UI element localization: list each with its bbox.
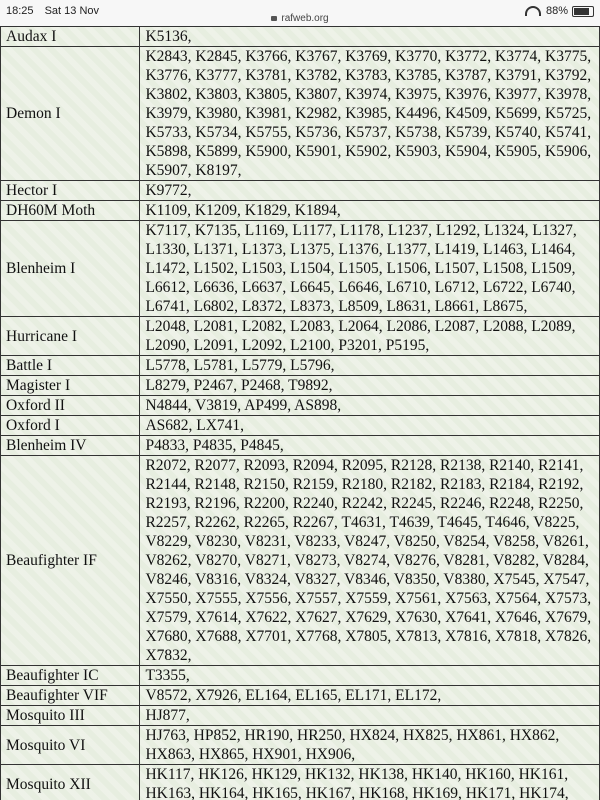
table-row [1, 726, 600, 765]
aircraft-type-cell: Mosquito III [1, 706, 140, 726]
serials-cell: T3355, [140, 666, 600, 686]
page-content[interactable] [0, 26, 600, 800]
table-row [1, 181, 600, 201]
serials-table [0, 26, 600, 800]
aircraft-type-cell: Magister I [1, 376, 140, 396]
aircraft-type-cell: Blenheim IV [1, 436, 140, 456]
table-row [1, 201, 600, 221]
address-bar[interactable] [0, 13, 600, 24]
aircraft-type-cell: Beaufighter IF [1, 456, 140, 666]
url-text: rafweb.org [281, 13, 329, 24]
serials-cell: K5136, [140, 27, 600, 47]
table-row [1, 416, 600, 436]
aircraft-type-cell: Mosquito XII [1, 765, 140, 800]
battery-icon [572, 6, 594, 17]
table-row [1, 706, 600, 726]
battery-fill [574, 8, 589, 15]
status-bar [0, 0, 600, 26]
battery-percent: 88% [545, 5, 568, 17]
serials-cell: K2843, K2845, K3766, K3767, K3769, K3770, K3772, K3774, K3775, K3776, K3777, K3781, K3782, K3783, K3785, K3787, K3791, K3792, K3802, K3803, K3805, K3807, K3974, K3975, K3976, K3977, K3978, K3979, K3980, K3981, K2982, K3985, K4496, K4509, K5699, K5725, K5733, K5734, K5755, K5736, K5737, K5738, K5739, K5740, K5741, K5898, K5899, K5900, K5901, K5902, K5903, K5904, K5905, K5906, K5907, K8197, [140, 47, 600, 181]
aircraft-type-cell: DH60M Moth [1, 201, 140, 221]
aircraft-type-cell: Beaufighter IC [1, 666, 140, 686]
aircraft-type-cell: Blenheim I [1, 221, 140, 317]
aircraft-type-cell: Demon I [1, 47, 140, 181]
serials-cell: L8279, P2467, P2468, T9892, [140, 376, 600, 396]
serials-cell: K1109, K1209, K1829, K1894, [140, 201, 600, 221]
serials-cell: L2048, L2081, L2082, L2083, L2064, L2086, L2087, L2088, L2089, L2090, L2091, L2092, L2100, P3201, P5195, [140, 317, 600, 356]
aircraft-type-cell: Beaufighter VIF [1, 686, 140, 706]
table-row [1, 356, 600, 376]
status-time: 18:25 [6, 5, 34, 17]
serials-cell: K7117, K7135, L1169, L1177, L1178, L1237, L1292, L1324, L1327, L1330, L1371, L1373, L1375, L1376, L1377, L1419, L1463, L1464, L1472, L1502, L1503, L1504, L1505, L1506, L1507, L1508, L1509, L6612, L6636, L6637, L6645, L6646, L6710, L6712, L6722, L6740, L6741, L6802, L8372, L8373, L8509, L8631, L8661, L8675, [140, 221, 600, 317]
serials-cell: HK117, HK126, HK129, HK132, HK138, HK140, HK160, HK161, HK163, HK164, HK165, HK167, HK168, HK169, HK171, HK174, [140, 765, 600, 800]
table-row [1, 456, 600, 666]
table-row [1, 317, 600, 356]
table-row [1, 765, 600, 800]
table-row [1, 436, 600, 456]
status-indicators [525, 5, 594, 17]
table-row [1, 686, 600, 706]
serials-cell: HJ877, [140, 706, 600, 726]
aircraft-type-cell: Hurricane I [1, 317, 140, 356]
table-row [1, 27, 600, 47]
table-row [1, 47, 600, 181]
serials-cell: L5778, L5781, L5779, L5796, [140, 356, 600, 376]
aircraft-type-cell: Audax I [1, 27, 140, 47]
serials-cell: V8572, X7926, EL164, EL165, EL171, EL172, [140, 686, 600, 706]
aircraft-type-cell: Oxford I [1, 416, 140, 436]
table-row [1, 221, 600, 317]
serials-cell: P4833, P4835, P4845, [140, 436, 600, 456]
lock-icon [271, 16, 277, 21]
aircraft-type-cell: Hector I [1, 181, 140, 201]
aircraft-type-cell: Oxford II [1, 396, 140, 416]
serials-cell: AS682, LX741, [140, 416, 600, 436]
serials-cell: HJ763, HP852, HR190, HR250, HX824, HX825, HX861, HX862, HX863, HX865, HX901, HX906, [140, 726, 600, 765]
table-row [1, 666, 600, 686]
wifi-icon [525, 6, 541, 16]
table-row [1, 376, 600, 396]
table-row [1, 396, 600, 416]
serials-cell: K9772, [140, 181, 600, 201]
status-date: Sat 13 Nov [44, 5, 100, 17]
aircraft-type-cell: Battle I [1, 356, 140, 376]
aircraft-type-cell: Mosquito VI [1, 726, 140, 765]
serials-cell: N4844, V3819, AP499, AS898, [140, 396, 600, 416]
serials-cell: R2072, R2077, R2093, R2094, R2095, R2128, R2138, R2140, R2141, R2144, R2148, R2150, R2159, R2180, R2182, R2183, R2184, R2192, R2193, R2196, R2200, R2240, R2242, R2245, R2246, R2248, R2250, R2257, R2262, R2265, R2267, T4631, T4639, T4645, T4646, V8225, V8229, V8230, V8231, V8233, V8247, V8250, V8254, V8258, V8261, V8262, V8270, V8271, V8273, V8274, V8276, V8281, V8282, V8284, V8246, V8316, V8324, V8327, V8346, V8350, V8380, X7545, X7547, X7550, X7555, X7556, X7557, X7559, X7561, X7563, X7564, X7573, X7579, X7614, X7622, X7627, X7629, X7630, X7641, X7646, X7679, X7680, X7688, X7701, X7768, X7805, X7813, X7816, X7818, X7826, X7832, [140, 456, 600, 666]
